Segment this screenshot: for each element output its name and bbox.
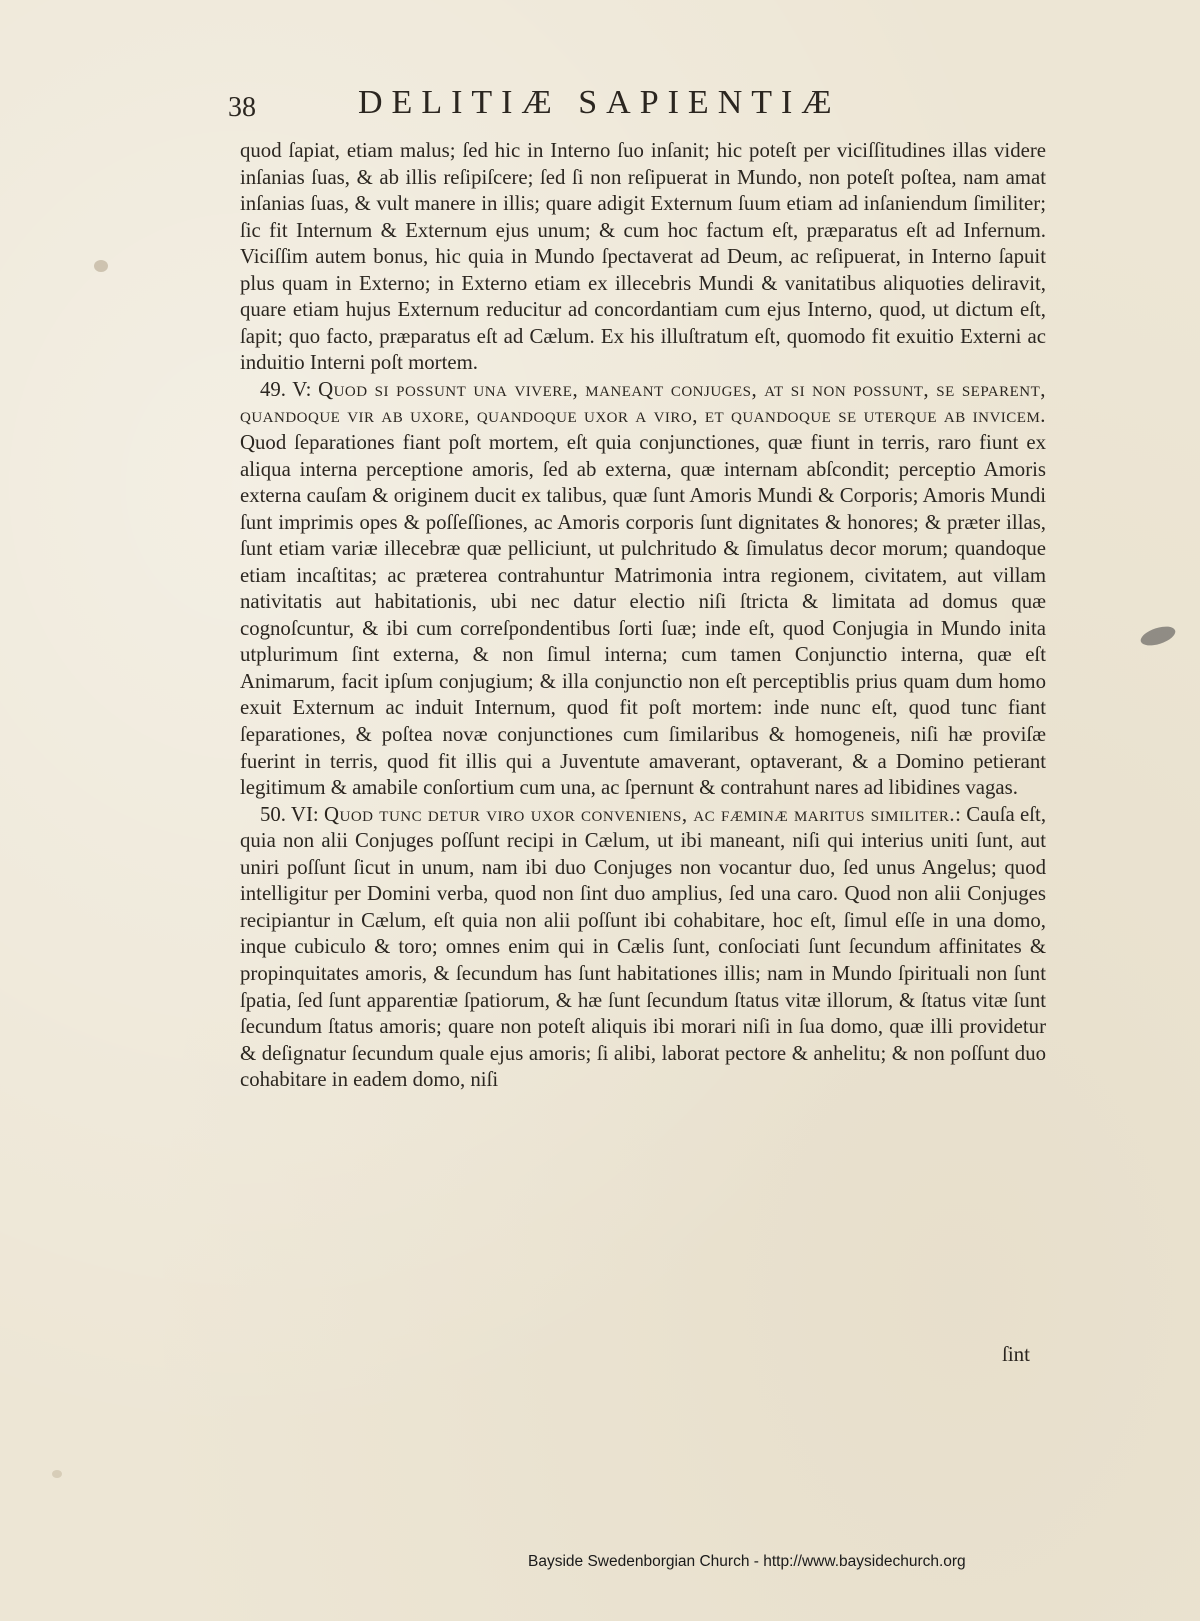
paragraph-49 [240,377,1046,802]
footer-credit: Bayside Swedenborgian Church - http://www.baysidechurch.org [528,1553,966,1570]
paragraph-text: quod ſapiat, etiam malus; ſed hic in Interno ſuo inſanit; hic poteſt per viciſſitudines illas videre inſanias ſuas, & ab illis reſipiſcere; ſed ſi non reſipuerat in Mundo, non poteſt poſtea, nam amat inſanias ſuas, & vult manere in illis; quare adigit Externum ſuum etiam ad inſaniendum ſimiliter; ſic fit Internum & Externum ejus unum; & cum hoc factum eſt, præparatus eſt ad Infernum. Viciſſim autem bonus, hic quia in Mundo ſpectaverat ad Deum, ac reſipuerat, in Interno ſapuit plus quam in Externo; in Externo etiam ex illecebris Mundi & vanitatibus aliquoties deliravit, quare etiam hujus Externum reducitur ad concordantiam cum ejus Interno, quod, ut dictum eſt, ſapit; quo facto, præparatus eſt ad Cælum. Ex his illuſtratum eſt, quomodo fit exuitio Externi ac induitio Interni poſt mortem. [240,139,1046,375]
paper-stain [94,260,108,272]
paragraph-text: Quod ſeparationes fiant poſt mortem, eſt quia conjunctiones, quæ fiunt in terris, raro fiunt ex aliqua interna perceptione amoris, ſed ab externa, quæ internam abſcondit; perceptio Amoris externa cauſam & originem ducit ex talibus, quæ ſunt Amoris Mundi & Corporis; Amoris Mundi ſunt imprimis opes & poſſeſſiones, ac Amoris corporis ſunt dignitates & honores; & præter illas, ſunt etiam variæ illecebræ quæ pelliciunt, ut pulchritudo & ſimulatus decor morum; quandoque etiam incaſtitas; ac præterea contrahuntur Matrimonia intra regionem, civitatem, aut villam nativitatis aut habitationis, ubi nec datur electio niſi ſtricta & limitata ad domus quæ cognoſcuntur, & ibi cum correſpondentibus ſorti ſuæ; inde eſt, quod Conjugia in Mundo inita utplurimum ſint externa, & non ſimul interna; cum tamen Conjunctio interna, quæ eſt Animarum, facit ipſum conjugium; & illa conjunctio non eſt perceptiblis prius quam dum homo exuit Externum ac induit Internum, quod fit poſt mortem: inde nunc eſt, quod tunc fiant ſeparationes, & poſtea novæ conjunctiones cum ſimilaribus & homogeneis, niſi hæ proviſæ fuerint in terris, quod fit illis qui a Juventute amaverant, optaverant, & a Domino petierant legitimum & amabile conſortium cum una, ac ſpernunt & contrahunt nares ad libidines vagas. [240,431,1046,800]
page-number: 38 [228,92,256,123]
paper-stain [52,1470,62,1478]
paragraph-text: : Cauſa eſt, quia non alii Conjuges poſſunt recipi in Cælum, ut ibi maneant, niſi qui interius uniti ſunt, aut uniri poſſunt ſicut in unum, nam ibi duo Conjuges non vocantur duo, ſed unus Angelus; quod intelligitur per Domini verba, quod non ſint duo amplius, ſed una caro. Quod non alii Conjuges recipiantur in Cælum, eſt quia non alii poſſunt ibi cohabitare, hoc eſt, ſimul eſſe in una domo, inque cubiculo & toro; omnes enim qui in Cælis ſunt, conſociati ſunt ſecundum affinitates & propinquitates amoris, & ſecundum has ſunt habitationes illis; nam in Mundo ſpirituali non ſunt ſpatia, ſed ſunt apparentiæ ſpatiorum, & hæ ſunt ſecundum ſtatus vitæ illorum, & ſtatus vitæ ſunt ſecundum ſtatus amoris; quare non poteſt aliquis ibi morari niſi in ſua domo, quæ illi providetur & deſignatur ſecundum quale ejus amoris; ſi alibi, laborat pectore & anhelitu; & non poſſunt duo cohabitare in eadem domo, niſi [240,802,1047,1092]
ink-blot [1138,623,1177,649]
paragraph-number: 49. V: [260,377,312,401]
paragraph-heading: Quod si possunt una vivere, maneant conjuges, at si non possunt, se separent, quandoque vir ab uxore, quandoque uxor a viro, et quandoque se uterque ab invicem. [240,377,1046,428]
paragraph-number: 50. VI: [260,802,319,826]
page-header [228,84,1018,126]
paragraph-heading: Quod tunc detur viro uxor conveniens, ac fæminæ maritus similiter. [323,802,956,826]
paragraph-50 [240,802,1046,1094]
paragraph-continued [240,138,1046,377]
catchword: ſint [1002,1342,1031,1366]
running-title: DELITIÆ SAPIENTIÆ [358,84,841,121]
body-text [240,138,1046,1378]
